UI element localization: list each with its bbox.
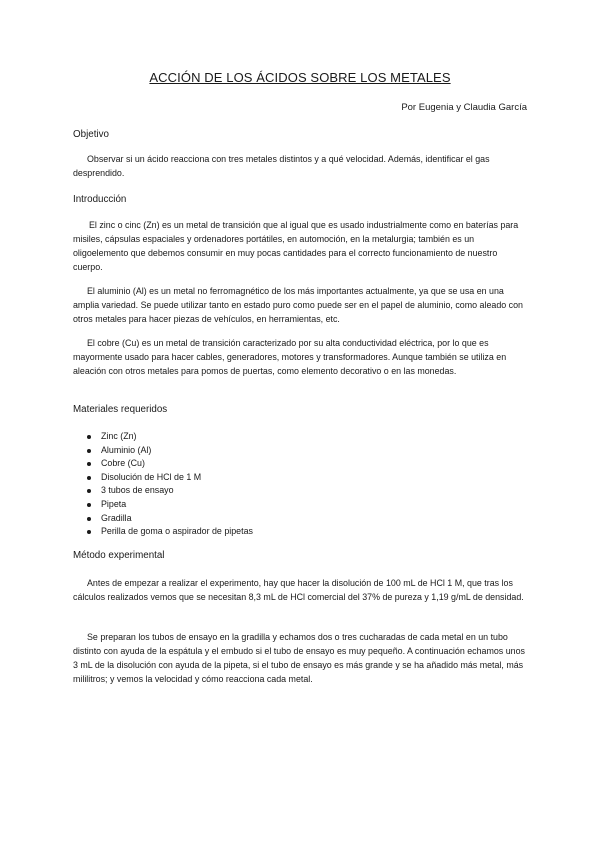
- bullet-icon: [87, 435, 91, 439]
- document-author: Por Eugenia y Claudia García: [401, 102, 527, 113]
- list-item: Zinc (Zn): [73, 430, 513, 444]
- bullet-icon: [87, 530, 91, 534]
- bullet-icon: [87, 503, 91, 507]
- heading-objetivo: Objetivo: [73, 129, 109, 140]
- heading-metodo: Método experimental: [73, 550, 165, 561]
- paragraph-aluminio: El aluminio (Al) es un metal no ferromagnético de los más importantes actualmente, ya que se usa en una amplia variedad. Se puede utilizar tanto en estado puro como puede ser en el papel de aluminio, como aleado con otros metales para hacer piezas de vehículos, en herramientas, etc.: [73, 286, 523, 325]
- list-item: Gradilla: [73, 512, 513, 526]
- bullet-icon: [87, 489, 91, 493]
- paragraph-cobre: El cobre (Cu) es un metal de transición caracterizado por su alta conductividad eléctrica, por lo que es mayormente usado para hacer cables, generadores, motores y transformadores. Aunque también se utiliza en aleación con otros metales para pomos de puertas, como elemento decorativo o en las monedas.: [73, 338, 507, 377]
- bullet-icon: [87, 476, 91, 480]
- paragraph-zinc: El zinc o cinc (Zn) es un metal de transición que al igual que es usado industrialmente como en baterías para misiles, cápsulas espaciales y ordenadores portátiles, en automoción, en la metalurgia; también es un oligoelemento que debemos consumir en muy pocas cantidades para el correcto funcionamiento de nuestro cuerpo.: [73, 220, 519, 273]
- list-item: Cobre (Cu): [73, 457, 513, 471]
- paragraph-objetivo: Observar si un ácido reacciona con tres metales distintos y a qué velocidad. Además, identificar el gas desprendido.: [73, 154, 490, 179]
- list-item: Disolución de HCl de 1 M: [73, 471, 513, 485]
- bullet-icon: [87, 517, 91, 521]
- bullet-icon: [87, 449, 91, 453]
- materials-list: [73, 430, 513, 539]
- list-item: Pipeta: [73, 498, 513, 512]
- list-item: Perilla de goma o aspirador de pipetas: [73, 525, 513, 539]
- document-title: ACCIÓN DE LOS ÁCIDOS SOBRE LOS METALES: [149, 70, 451, 85]
- paragraph-metodo-1: Antes de empezar a realizar el experimento, hay que hacer la disolución de 100 mL de HCl 1 M, que tras los cálculos realizados vemos que se necesitan 8,3 mL de HCl comercial del 37% de pureza y 1,19 g/mL de densidad.: [73, 578, 524, 603]
- paragraph-metodo-2: Se preparan los tubos de ensayo en la gradilla y echamos dos o tres cucharadas de cada metal en un tubo distinto con ayuda de la espátula y el embudo si el tubo de ensayo es muy pequeño. A continuación echamos unos 3 mL de la disolución con ayuda de la pipeta, si el tubo de ensayo es más grande y se ha añadido más metal, más mililitros; y vemos la velocidad y cómo reacciona cada metal.: [73, 632, 525, 685]
- heading-materiales: Materiales requeridos: [73, 404, 168, 415]
- list-item: Aluminio (Al): [73, 444, 513, 458]
- heading-introduccion: Introducción: [73, 194, 127, 205]
- list-item: 3 tubos de ensayo: [73, 484, 513, 498]
- bullet-icon: [87, 462, 91, 466]
